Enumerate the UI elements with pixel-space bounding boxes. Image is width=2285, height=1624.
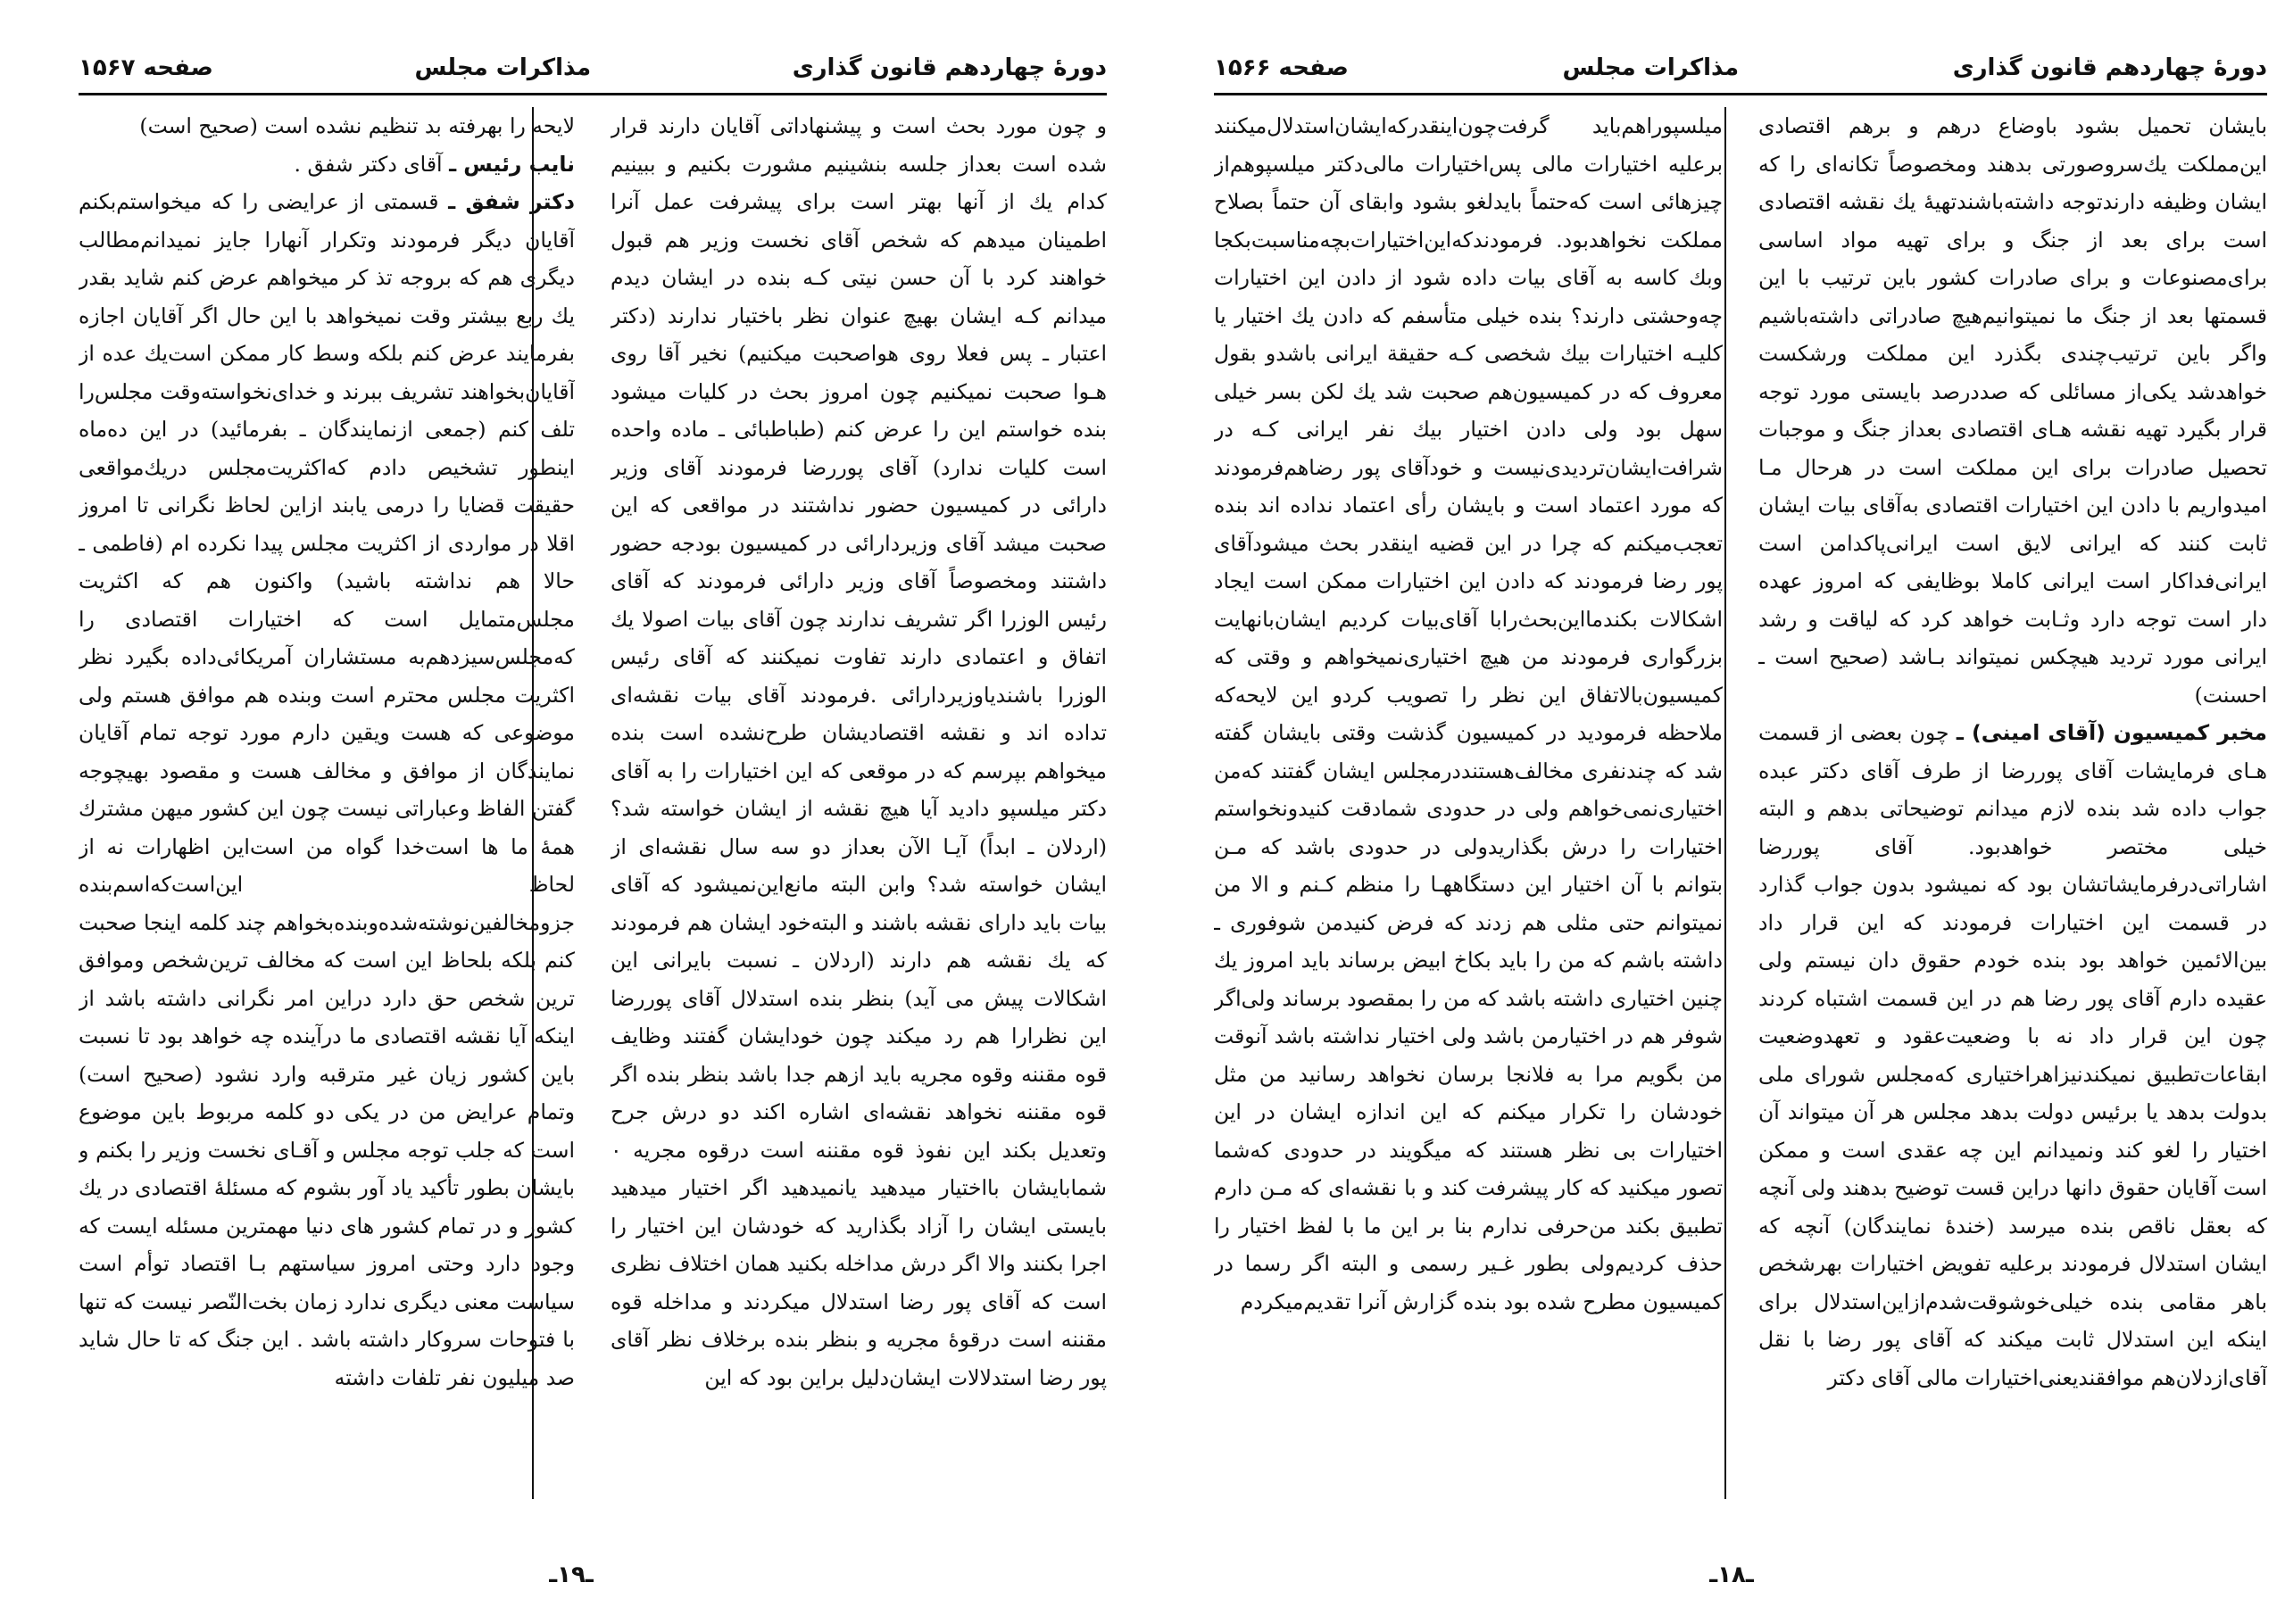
vice-president-line [79, 145, 575, 184]
rapporteur-text: چون بعضی از قسمت هـای فرمایشات آقای پوررضا از طرف آقای دکتر عبده جواب داده شد بنده لازم میدانم توضیحاتی بدهم و البته خیلی مختصر خواهدبود. آقای پوررضا اشاراتی‌درفرمایشاتشان بود که نمیشود بدون جواب گذارد در قسمت این اختیارات فرمودند که این قرار داد بین‌الائمین خواهد بود بنده خودم حقوق دان نیستم ولی عقیده دارم آقای پور رضا هم در این قسمت اشتباه کردند چون این قرار داد نه با وضعیت‌عقود و تعهد‌وضعیت ابقاعات‌تطبیق‌ نمیکند‌نیز‌اهراختیاری که‌مجلس شورای ملی بدولت بدهد یا برئیس دولت بدهد مجلس هر آن میتواند آن اختیار را لغو کند ونمیدانم این چه عقدی است و ممکن است آقایان حقوق دانها دراین قست توضیح بدهند ولی آنچه که بعقل ناقص بنده میرسد (خندهٔ نمایندگان) آنچه که ایشان استدلال فرمودند برعلیه تفویض اختیارات بهرشخص باهر مقامی بنده خیلی‌خوشوقت‌شدم‌ازاین‌استدلال برای اینکه این استدلال ثابت میکند که آقای پور رضا با نقل آقای‌ازدلان‌هم موافقند‌یعنی‌اختیارات مالی آقای دکتر [1758, 720, 2267, 1390]
left-page-number: صفحه ۱۵۶۷ [79, 54, 213, 81]
right-page-footer: ـ۱۸ـ [1709, 1562, 1754, 1588]
left-journal-title: مذاکرات مجلس [414, 54, 592, 81]
right-series-title: دورهٔ چهاردهم قانون گذاری [1952, 54, 2267, 81]
right-page [1178, 0, 2285, 1624]
speaker-vice-president: نایب رئیس ـ [449, 151, 575, 177]
left-page-left-column [79, 107, 575, 1526]
right-page-left-column [1214, 107, 1723, 1526]
book-gutter [1142, 0, 1178, 1624]
left-page [0, 0, 1142, 1624]
right-page-header [1214, 46, 2267, 89]
right-page-right-column [1758, 107, 2267, 1526]
speaker-rapporteur: مخبر کمیسیون (آقای امینی) ـ [1956, 720, 2267, 745]
right-header-rule [1214, 93, 2267, 95]
dr-shafaq-text: قسمتی از عرایضی را که میخواستم‌بکنم آقایان دیگر فرمودند وتکرار آنهارا جایز نمیدانم‌مطالب دیگری هم که بروجه تذ کر میخواهم عرض کنم شاید بقدر یك ربع بیشتر وقت نمیخواهد با این حال اگر آقایان اجازه بفرمایند عرض کنم بلکه وسط کار ممکن است‌یك عده از آقایان‌بخواهند تشریف ببرند و خدای‌نخواسته‌وقت مجلس‌را تلف کنم (جمعی ازنمایندگان ـ بفرمائید) در این ده‌ماه اینطور تشخیص دادم که‌اکثریت‌مجلس در‌یك‌مواقعی حقیقت قضایا را درمی یابند ازاین لحاظ نگرانی تا امروز اقلا در مواردی از اکثریت مجلس پیدا نکرده ام (فاطمی ـ حالا هم نداشته باشید) واکنون هم که اکثریت مجلس‌متمایل است که اختیارات اقتصادی را که‌مجلس‌سیزدهم‌به مستشاران آمریکائی‌داده بگیرد نظر اکثریت مجلس محترم است وبنده هم موافق هستم ولی موضوعی که هست ویقین دارم مورد توجه تمام آقایان نمایندگان از موافق و مخالف هست و مقصود بهیچوجه گفتن الفاظ وعباراتی نیست چون این کشور میهن مشترك همهٔ ما ها است‌خدا گواه من است‌این اظهارات نه از لحاظ این‌است‌که‌اسم‌بنده جزو‌مخالفین‌نوشته‌شده‌وبنده‌بخواهم چند کلمه اینجا صحبت کنم بلکه بلحاظ این است که مخالف ترین‌شخص وموافق ترین شخص حق دارد دراین امر نگرانی داشته باشد از اینکه آیا نقشه اقتصادی ما درآینده چه خواهد بود تا نسبت باین کشور زیان غیر مترقبه وارد نشود (صحیح است) و‌تمام عرایض من در یکی دو کلمه مربوط باین موضوع است که جلب توجه مجلس و آقـای نخست وزیر را بکنم و بایشان بطور تأکید یاد آور بشوم که مسئلهٔ اقتصادی در یك کشور و در تمام کشور های دنیا مهمترین مسئله ایست که وجود دارد وحتی امروز سیاستهم بـا اقتصاد توأم است سیاست معنی دیگری ندارد زمان بخت‌النّصر نیست که تنها با فتوحات سروکار داشته باشد . این جنگ که تا حال شاید صد میلیون نفر تلفات داشته [79, 189, 575, 1390]
speaker-dr-shafaq: دکتر شفق ـ [448, 189, 575, 214]
intro-paragraph: لایحه را بهرفته بد تنظیم نشده است (صحیح است) [139, 113, 575, 138]
right-page-left-column-text: میلسپو‌راهم‌باید گرفت‌چون‌اینقدرکه‌ایشان‌استدلال‌میکنند برعلیه اختیارات مالی پس‌اختیارات مالی‌دکتر میلسپوهم‌از چیزهائی است که‌حتماً بایدلغو بشود وابقای آن حتماً بصلاح مملکت نخواهدبود. فرمودندکه‌این‌اختیارات‌بچه‌مناسبت‌بکجا وبك کاسه به آقای بیات داده شود از دادن این اختیارات چه‌وحشتی دارند؟ بنده خیلی متأسفم که دادن یك اختیار یا کلیـه اختیارات بیك شخصی کـه حقیقة ایرانی باشدو بقول معروف که در کمیسیون‌هم صحبت شد یك لکن بسر خیلی سهل بود ولی دادن اختیار بیك نفر ایرانی کـه در شرافت‌ایشان‌تردیدی‌نیست و خودآقای پور رضا‌هم‌فرمودند که مورد اعتماد است و بایشان رأی اعتماد نداده اند بنده تعجب‌میکنم که چرا در این قضیه اینقدر بحث میشود‌آقای پور رضا فرمودند که دادن این اختیارات ممکن است ایجاد اشکالات بکند‌مااین‌بحث‌را‌با آقای‌بیات کردیم ایشان‌بانهایت بزرگواری فرمودند من هیچ اختیاری‌نمیخواهم و وقتی که کمیسیون‌بالاتفاق این نظر را تصویب کردو این لایحه‌که ملاحظه فرمودید در کمیسیون گذشت وقتی بایشان گفته شد که چندنفری مخالف‌هستند‌در‌مجلس ایشان گفتند که‌من اختیاری‌نمی‌خواهم ولی در حدودی شمادقت کنیدونخواستم اختیارات را درش بگذاریدولی در حدودی باشد که مـن بتوانم با آن اختیار این دستگاههـا را منظم کـنم و الا من نمیتوانم حتی مثلی هم زدند که فرض کنیدمن شوفوری ـ داشته باشم که من را باید بکاخ ابیض برساند باید امروز یك چنین اختیاری داشته باشد که من را بمقصود برساند ولی‌اگر شوفر هم در اختیارمن باشد ولی اختیار نداشته باشد آنوقت من بگویم مرا به فلانجا برسان نخواهد رسانید من مثل خودشان را تکرار میکنم که این اندازه ایشان در این اختیارات بی نظر هستند که میگویند در حدودی که‌شما تصور میکنید که کار پیشرفت کند و با نقشه‌ای که مـن دارم تطبیق بکند من‌حرفی ندارم بنا بر این ما با لفظ اختیار را حذف کردیم‌ولی بطور غـیر رسمی و البته اگر رسما در کمیسیون مطرح شده بود بنده گزارش آنرا تقدیم‌میکردم [1214, 113, 1723, 1314]
right-column-first-paragraph: بایشان تحمیل بشود باوضاع درهم و برهم اقتصادی این‌مملکت یك‌سروصورتی بدهند ومخصوصاً تکانه‌ای را که ایشان وظیفه دارند‌توجه داشته‌باشند‌تهیهٔ یك‌ نقشه اقتصادی است برای بعد از جنگ و برای تهیه مواد اساسی برای‌مصنوعات و برای صادرات کشور باین ترتیب با این قسمتها بعد از جنگ ما نمیتوانیم‌هیچ صادراتی داشته‌باشیم و‌اگر باین ترتیب‌چندی بگذرد این مملکت ورشکست خواهدشد یکی‌از مسائلی که صددرصد بایستی مورد توجه قرار بگیرد تهیه نقشه هـای اقتصادی بعداز جنگ و موجبات تحصیل صادرات برای این مملکت است در هرحال مـا امیدواریم با دادن این اختیارات اقتصادی به‌آقای بیات ایشان ثابت کنند که ایرانی لایق است ایرانی‌پاکدامن است ایرانی‌فداکار است ایرانی کاملا بوظایفی که امروز عهده دار است توجه دارد و‌ثـابت خواهد کرد که لیاقت و رشد ایرانی مورد تردید هیچکس نمیتواند بـاشد (صحیح است ـ احسنت) [1758, 113, 2267, 708]
left-page-header [79, 46, 1107, 89]
left-page-right-column-text: و چون مورد بحث است و پیشنهاداتی آقایان دارند قرار شده است بعداز جلسه بنشینیم مشورت بکنیم و ببینیم کدام یك از آنها بهتر است برای پیشرفت عمل آنرا اطمینان میدهم که شخص آقای نخست وزیر هم قبول خواهند کرد با آن حسن نیتی کـه بنده در ایشان دیدم میدانم کـه ایشان بهیچ عنوان نظر باختیار ندارند (دکتر اعتبار ـ پس فعلا روی هواصحبت میکنیم) نخیر آقا روی هـوا صحبت نمیکنیم چون امروز بحث در کلیات میشود بنده خواستم این را عرض کنم (طباطبائی ـ ماده واحده است کلیات ندارد) آقای پوررضا فرمودند آقای وزیر دارائی در کمیسیون حضور نداشتند در مواقعی که این صحبت میشد آقای وزیردارائی در کمیسیون بودجه حضور داشتند ومخصوصاً آقای وزیر دارائی فرمودند که آقای رئیس الوزرا اگر تشریف ندارند چون آقای بیات اصولا یك اتفاق و اعتمادی دارند تفاوت نمیکنند که آقای رئیس الوزرا باشندیاوزیردارائی .فرمودند آقای بیات نقشه‌ای تداده اند و نقشه اقتصادیشان طرح‌نشده است بنده میخواهم بپرسم که در موقعی که این اختیارات را به آقای دکتر میلسپو دادید آیا هیچ نقشه از ایشان خواسته شد؟ (اردلان ـ ابداً) آیـا الآن بعداز دو سه سال نقشه‌ای از ایشان خواسته شد؟ وابن البته مانع‌این‌نمیشود که آقای بیات باید دارای نقشه باشند و البته‌خود ایشان هم فرمودند که یك نقشه هم دارند (اردلان ـ نسبت بایرانی این اشکالات پیش می آید) بنظر بنده استدلال آقای پوررضا این نظرارا هم رد میکند چون خودایشان گفتند وظایف قوه مقننه وقوه مجریه باید ازهم جدا باشد بنظر بنده اگر قوه مقننه نخواهد نقشه‌ای اشاره اکند دو درش جرح وتعدیل بکند این نفوذ قوه مقننه است درقوه مجریه ۰ شمابایشان بااختیار میدهید یانمیدهید اگر اختیار میدهید بایستی ایشان را آزاد بگذارید که خودشان این اختیار را اجرا بکنند والا اگر درش مداخله بکنید همان اختلاف نظری است که آقای پور رضا استدلال میکردند و مداخله قوه مقننه است درقوهٔ مجریه و بنظر بنده برخلاف نظر آقای پور رضا استدلالات ایشان‌دلیل براین بود که این [611, 113, 1107, 1390]
right-page-columns [1214, 107, 2267, 1526]
left-page-right-column [611, 107, 1107, 1526]
right-page-number: صفحه ۱۵۶۶ [1214, 54, 1349, 81]
vice-president-text: آقای دکتر شفق . [294, 151, 443, 177]
dr-shafaq-paragraph [79, 183, 575, 1396]
left-page-columns [79, 107, 1107, 1526]
left-page-footer: ـ۱۹ـ [549, 1562, 594, 1588]
right-journal-title: مذاکرات مجلس [1562, 54, 1740, 81]
left-series-title: دورهٔ چهاردهم قانون گذاری [792, 54, 1107, 81]
rapporteur-paragraph [1758, 714, 2267, 1396]
left-header-rule [79, 93, 1107, 95]
